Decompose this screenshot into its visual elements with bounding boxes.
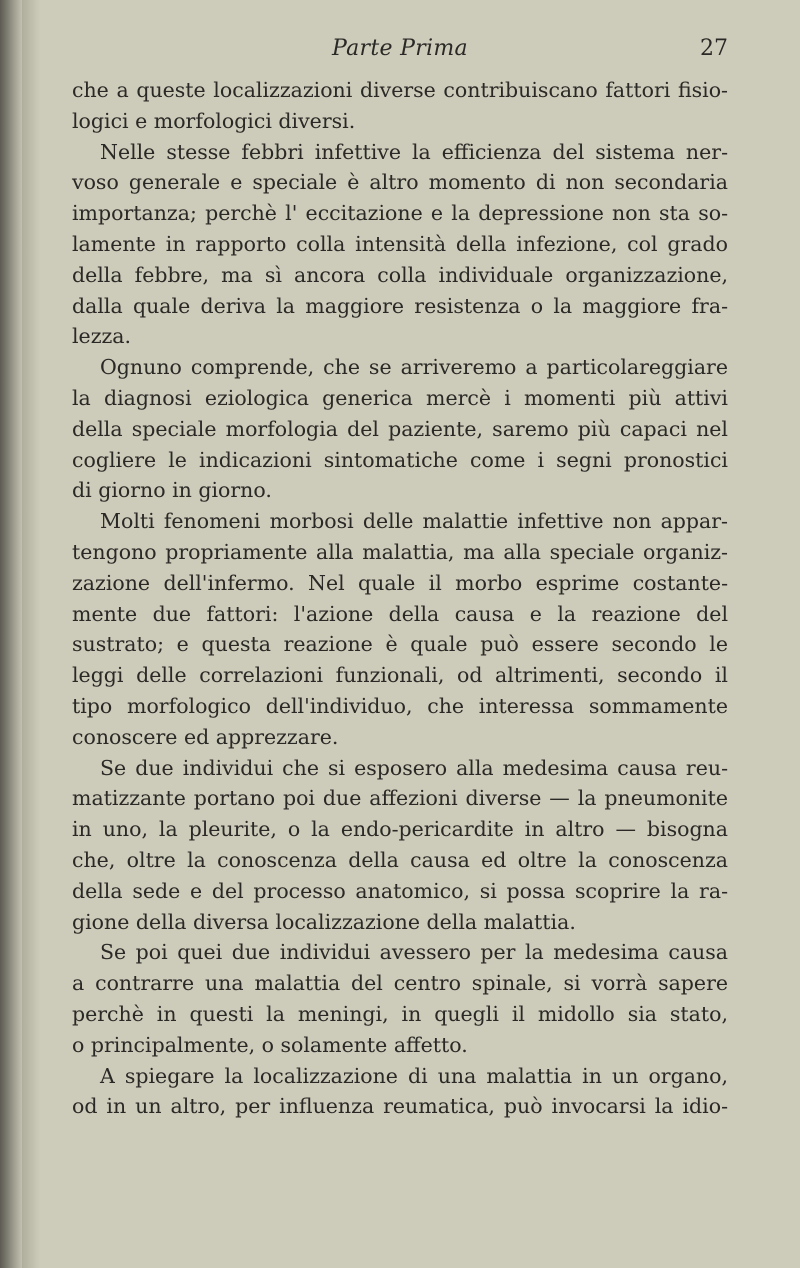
text-line: dalla quale deriva la maggiore resistenza o la maggiore fra-	[72, 293, 728, 318]
text-line: A spiegare la localizzazione di una malattia in un organo,	[100, 1063, 728, 1088]
text-line: Molti fenomeni morbosi delle malattie infettive non appar-	[100, 509, 728, 534]
text-line: gione della diversa localizzazione della malattia.	[72, 909, 576, 934]
text-line: conoscere ed apprezzare.	[72, 724, 339, 749]
text-line: sustrato; e questa reazione è quale può essere secondo le	[72, 632, 728, 657]
body-text	[72, 75, 728, 1122]
book-binding-edge	[0, 0, 22, 1268]
text-line: Se due individui che si esposero alla medesima causa reu-	[100, 755, 728, 780]
text-line: la diagnosi eziologica generica mercè i momenti più attivi	[72, 385, 728, 410]
text-line: che, oltre la conoscenza della causa ed oltre la conoscenza	[72, 847, 728, 872]
text-line: in uno, la pleurite, o la endo-pericardite in altro — bisogna	[72, 817, 728, 842]
text-line: logici e morfologici diversi.	[72, 108, 356, 133]
text-line: a contrarre una malattia del centro spinale, si vorrà sapere	[72, 971, 728, 996]
page-number: 27	[700, 36, 728, 61]
text-line: Nelle stesse febbri infettive la efficienza del sistema ner-	[100, 139, 728, 164]
text-line: zazione dell'infermo. Nel quale il morbo esprime costante-	[72, 570, 728, 595]
text-line: lezza.	[72, 324, 132, 349]
text-line: leggi delle correlazioni funzionali, od altrimenti, secondo il	[72, 663, 728, 688]
text-line: della febbre, ma sì ancora colla individuale organizzazione,	[72, 262, 728, 287]
text-line: tipo morfologico dell'individuo, che interessa sommamente	[72, 693, 728, 718]
text-line: matizzante portano poi due affezioni diverse — la pneumonite	[72, 786, 728, 811]
text-line: della speciale morfologia del paziente, saremo più capaci nel	[72, 416, 728, 441]
text-line: Ognuno comprende, che se arriveremo a particolareggiare	[100, 355, 728, 380]
running-title: Parte Prima	[332, 36, 468, 61]
text-line: tengono propriamente alla malattia, ma alla speciale organiz-	[72, 539, 728, 564]
text-line: mente due fattori: l'azione della causa e la reazione del	[72, 601, 728, 626]
text-line: voso generale e speciale è altro momento di non secondaria	[72, 170, 728, 195]
text-line: lamente in rapporto colla intensità della infezione, col grado	[72, 231, 728, 256]
text-line: di giorno in giorno.	[72, 478, 272, 503]
text-line: od in un altro, per influenza reumatica, può invocarsi la idio-	[72, 1094, 728, 1119]
text-line: Se poi quei due individui avessero per la medesima causa	[100, 940, 728, 965]
page-header	[72, 36, 728, 68]
text-line: perchè in questi la meningi, in quegli il midollo sia stato,	[72, 1001, 728, 1026]
text-line: importanza; perchè l' eccitazione e la depressione non sta so-	[72, 201, 728, 226]
text-line: che a queste localizzazioni diverse contribuiscano fattori fisio-	[72, 78, 728, 102]
gutter-shadow	[22, 0, 40, 1268]
text-line: della sede e del processo anatomico, si possa scoprire la ra-	[72, 878, 728, 903]
text-line: o principalmente, o solamente affetto.	[72, 1032, 468, 1057]
text-line: cogliere le indicazioni sintomatiche come i segni pronostici	[72, 447, 728, 472]
